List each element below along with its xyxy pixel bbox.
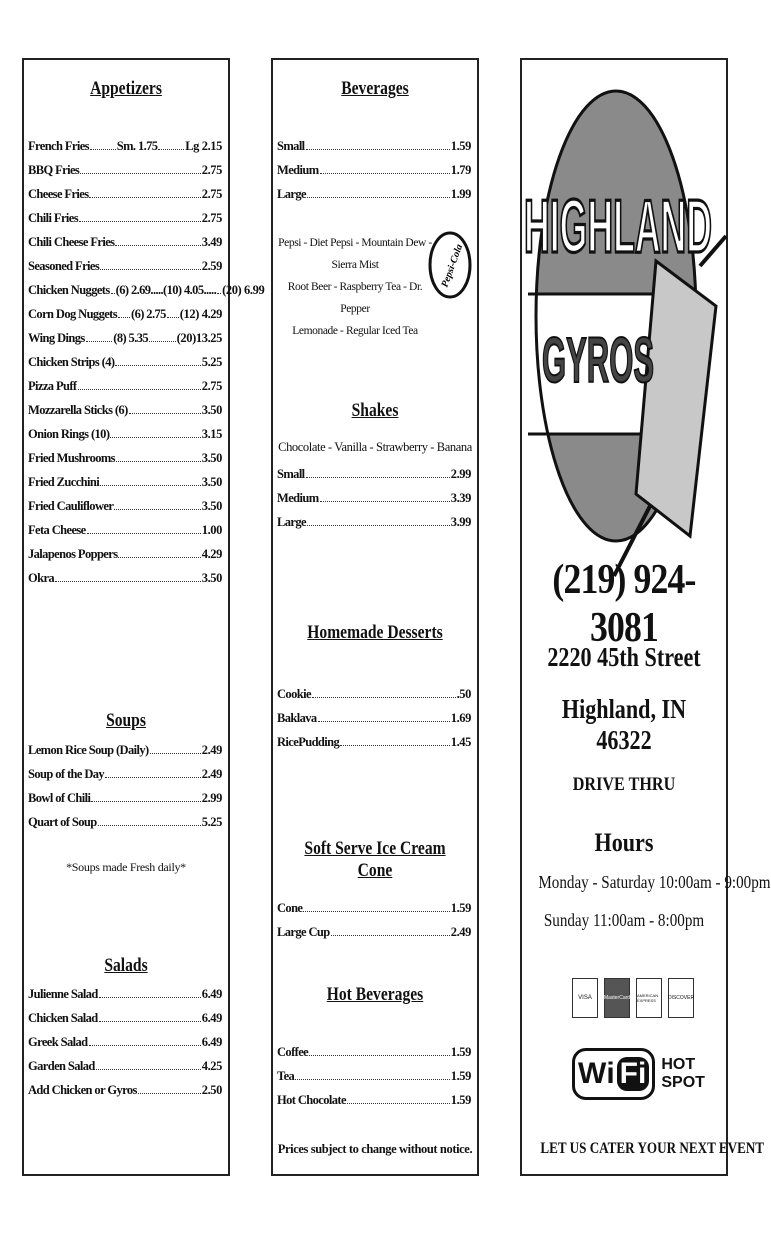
menu-item-price: 3.50: [201, 571, 222, 585]
menu-item-price: 2.99: [201, 791, 222, 805]
menu-item-price: 1.59: [450, 1045, 471, 1059]
dot-leader: [116, 461, 201, 462]
menu-item-price: 4.29: [201, 547, 222, 561]
menu-item-price: 2.99: [450, 467, 471, 481]
menu-item-price: 2.75: [201, 187, 222, 201]
menu-item: [277, 486, 471, 510]
menu-item: [28, 422, 222, 446]
hours-title: Hours: [594, 828, 654, 857]
menu-item: [277, 1088, 471, 1112]
appetizers-list: [28, 134, 265, 590]
menu-item: [277, 462, 471, 486]
menu-item-name: Cheese Fries: [28, 187, 89, 201]
dot-leader: [89, 197, 200, 198]
dot-leader: [78, 389, 201, 390]
beverage-flavors-line: Root Beer - Raspberry Tea - Dr. Pepper: [287, 281, 423, 315]
soups-title: Soups: [106, 710, 146, 731]
dot-leader: [91, 801, 200, 802]
dot-leader: [98, 825, 201, 826]
desserts-list: [277, 682, 471, 754]
dot-leader: [320, 173, 450, 174]
menu-item: [28, 326, 222, 350]
menu-item-name: Wing Dings: [28, 331, 85, 345]
menu-item: [277, 682, 471, 706]
dot-leader: [118, 317, 130, 318]
menu-item-name: Quart of Soup: [28, 815, 97, 829]
menu-item-price: Lg 2.15: [185, 139, 223, 153]
wifi-hotspot: [572, 1048, 726, 1100]
menu-item-size-price: (6) 2.69.....(10) 4.05.....: [115, 283, 217, 297]
dot-leader: [167, 317, 179, 318]
desserts-title: Homemade Desserts: [307, 622, 443, 643]
discover-card-label: DISCOVER: [667, 995, 695, 1001]
menu-item-name: Jalapenos Poppers: [28, 547, 118, 561]
salads-list: [28, 982, 222, 1102]
menu-item-price: 3.15: [201, 427, 222, 441]
menu-item-price: 5.25: [201, 355, 222, 369]
menu-item: [277, 510, 471, 534]
menu-item-name: Fried Mushrooms: [28, 451, 115, 465]
menu-item-price: 3.39: [450, 491, 471, 505]
menu-item-size-price: (6) 2.75: [131, 307, 166, 321]
menu-item: [28, 350, 222, 374]
dot-leader: [115, 245, 200, 246]
menu-item-price: 1.59: [450, 1069, 471, 1083]
soft-serve-list: [277, 896, 471, 944]
menu-item-name: Cookie: [277, 687, 311, 701]
dot-leader: [306, 149, 450, 150]
dot-leader: [89, 1045, 201, 1046]
menu-item-name: Tea: [277, 1069, 295, 1083]
menu-item-price: 1.00: [201, 523, 222, 537]
menu-panel-left: [22, 58, 265, 1176]
menu-item-name: Onion Rings (10): [28, 427, 110, 441]
dot-leader: [80, 173, 201, 174]
menu-item: [277, 730, 471, 754]
menu-item-name: Fried Cauliflower: [28, 499, 114, 513]
hours-sunday: Sunday 11:00am - 8:00pm: [543, 910, 705, 930]
dot-leader: [99, 1021, 201, 1022]
menu-item: [28, 278, 265, 302]
menu-item-name: BBQ Fries: [28, 163, 80, 177]
menu-item-price: 3.50: [201, 475, 222, 489]
menu-item-price: 1.99: [450, 187, 471, 201]
menu-item: [28, 446, 222, 470]
menu-item-price: 3.50: [201, 499, 222, 513]
menu-item-name: Chili Fries: [28, 211, 78, 225]
menu-item-price: 2.75: [201, 379, 222, 393]
soups-note: *Soups made Fresh daily*: [66, 860, 186, 874]
wifi-hotspot-label: HOT SPOT: [661, 1056, 705, 1091]
menu-item-price: 4.25: [201, 1059, 222, 1073]
street-address: 2220 45th Street: [547, 642, 701, 672]
menu-item: [28, 542, 222, 566]
menu-item: [28, 230, 222, 254]
menu-item-price: (12) 4.29: [179, 307, 222, 321]
wifi-w: W: [578, 1057, 607, 1090]
soft-serve-title: Soft Serve Ice Cream Cone: [304, 838, 446, 881]
info-panel: [520, 58, 771, 1176]
menu-item-name: Julienne Salad: [28, 987, 98, 1001]
menu-item-price: 1.45: [450, 735, 471, 749]
amex-card-icon: [636, 978, 662, 1018]
wifi-icon: [572, 1048, 655, 1100]
dot-leader: [138, 1093, 201, 1094]
dot-leader: [105, 777, 201, 778]
dot-leader: [306, 477, 450, 478]
salads-title: Salads: [104, 955, 148, 976]
soups-list: [28, 738, 222, 834]
beverages-title: Beverages: [341, 78, 409, 99]
dot-leader: [99, 997, 201, 998]
menu-item: [277, 920, 471, 944]
menu-item-price: 2.50: [201, 1083, 222, 1097]
menu-item-name: Feta Cheese: [28, 523, 86, 537]
menu-item-price: 6.49: [201, 1035, 222, 1049]
menu-item-price: 1.59: [450, 901, 471, 915]
payment-cards: [572, 978, 694, 1018]
menu-item-name: Garden Salad: [28, 1059, 95, 1073]
menu-item-price: 1.59: [450, 1093, 471, 1107]
menu-item: [28, 494, 222, 518]
menu-item-price: 3.99: [450, 515, 471, 529]
dot-leader: [347, 1103, 450, 1104]
visa-card-label: VISA: [578, 995, 592, 1001]
menu-item-name: Chicken Strips (4): [28, 355, 115, 369]
menu-item: [277, 706, 471, 730]
appetizers-title: Appetizers: [90, 78, 162, 99]
menu-item-price: 6.49: [201, 1011, 222, 1025]
menu-item-name: Corn Dog Nuggets: [28, 307, 118, 321]
menu-item-price: 1.79: [450, 163, 471, 177]
menu-item: [28, 982, 222, 1006]
dot-leader: [318, 721, 450, 722]
menu-item-price: 5.25: [201, 815, 222, 829]
dot-leader: [96, 1069, 201, 1070]
menu-item-price: 2.49: [201, 743, 222, 757]
menu-item: [28, 566, 222, 590]
beverage-flavors: [275, 232, 435, 342]
menu-item-name: Chili Cheese Fries: [28, 235, 115, 249]
menu-item-price: .50: [456, 687, 471, 701]
menu-item-name: Seasoned Fries: [28, 259, 100, 273]
menu-item: [28, 1006, 222, 1030]
dot-leader: [87, 533, 201, 534]
dot-leader: [100, 269, 201, 270]
menu-item-name: Coffee: [277, 1045, 309, 1059]
menu-item: [28, 206, 222, 230]
menu-item: [277, 182, 471, 206]
dot-leader: [79, 221, 201, 222]
visa-card-icon: [572, 978, 598, 1018]
hot-beverages-list: [277, 1040, 471, 1112]
menu-item-price: 3.50: [201, 403, 222, 417]
dot-leader: [303, 911, 449, 912]
menu-item-price: 1.59: [450, 139, 471, 153]
menu-item-name: Small: [277, 467, 305, 481]
beverage-flavors-line: Lemonade - Regular Iced Tea: [292, 325, 418, 337]
menu-item: [28, 398, 222, 422]
dot-leader: [111, 293, 115, 294]
hot-beverages-title: Hot Beverages: [326, 984, 424, 1005]
menu-item-name: Pizza Puff: [28, 379, 77, 393]
menu-item: [28, 762, 222, 786]
dot-leader: [86, 341, 113, 342]
shakes-flavors: Chocolate - Vanilla - Strawberry - Banana: [278, 440, 472, 454]
amex-card-label: AMERICAN EXPRESS: [637, 993, 659, 1003]
menu-item-name: Medium: [277, 491, 319, 505]
price-notice: Prices subject to change without notice.: [277, 1142, 473, 1156]
dot-leader: [307, 197, 450, 198]
dot-leader: [115, 365, 200, 366]
menu-item-name: Cone: [277, 901, 303, 915]
menu-item: [28, 738, 222, 762]
menu-item: [28, 182, 222, 206]
menu-item: [28, 518, 222, 542]
dot-leader: [100, 485, 201, 486]
menu-item-name: RicePudding: [277, 735, 340, 749]
menu-item-size-price: (8) 5.35: [113, 331, 149, 345]
dot-leader: [309, 1055, 450, 1056]
menu-item: [28, 786, 222, 810]
menu-item: [28, 134, 222, 158]
menu-item-name: Greek Salad: [28, 1035, 88, 1049]
menu-item: [277, 158, 471, 182]
dot-leader: [150, 753, 201, 754]
beverages-list: [277, 134, 471, 206]
dot-leader: [55, 581, 201, 582]
menu-item: [28, 254, 222, 278]
menu-item-price: 2.49: [450, 925, 471, 939]
menu-item-name: Mozzarella Sticks (6): [28, 403, 128, 417]
menu-item-price: (20)13.25: [176, 331, 222, 345]
dot-leader: [149, 341, 176, 342]
menu-item: [28, 1078, 222, 1102]
dot-leader: [90, 149, 116, 150]
dot-leader: [331, 935, 450, 936]
menu-item: [277, 1064, 471, 1088]
beverage-flavors-line: Pepsi - Diet Pepsi - Mountain Dew - Sierra Mist: [278, 237, 432, 271]
shakes-title: Shakes: [351, 400, 399, 421]
hours-weekday: Monday - Saturday 10:00am - 9:00pm: [538, 872, 771, 892]
logo-gyros-text: GYROS: [542, 323, 654, 396]
menu-panel-middle: [271, 58, 479, 1176]
menu-item-name: French Fries: [28, 139, 89, 153]
menu-item: [28, 1054, 222, 1078]
mastercard-icon: [604, 978, 630, 1018]
menu-item-price: 3.49: [201, 235, 222, 249]
menu-item-price: 3.50: [201, 451, 222, 465]
logo-highland-text: HIGHLAND: [524, 184, 712, 269]
dot-leader: [307, 525, 450, 526]
menu-item-name: Baklava: [277, 711, 317, 725]
menu-item-name: Large Cup: [277, 925, 330, 939]
menu-item-name: Lemon Rice Soup (Daily): [28, 743, 149, 757]
menu-item-name: Small: [277, 139, 305, 153]
highland-gyros-logo: [524, 76, 724, 556]
city-address: Highland, IN 46322: [561, 694, 687, 755]
menu-item-price: 6.49: [201, 987, 222, 1001]
menu-item: [277, 134, 471, 158]
menu-item-price: 2.75: [201, 211, 222, 225]
menu-item-name: Soup of the Day: [28, 767, 105, 781]
pepsi-logo-text: Pepsi-Cola: [439, 242, 466, 289]
phone-number: (219) 924-3081: [552, 557, 696, 651]
menu-item-price: 2.59: [201, 259, 222, 273]
dot-leader: [118, 557, 200, 558]
wifi-fi: Fi: [617, 1057, 650, 1091]
menu-item-name: Chicken Nuggets: [28, 283, 110, 297]
dot-leader: [312, 697, 456, 698]
menu-item-name: Chicken Salad: [28, 1011, 98, 1025]
menu-item-name: Add Chicken or Gyros: [28, 1083, 137, 1097]
menu-item: [28, 1030, 222, 1054]
menu-item-name: Medium: [277, 163, 319, 177]
menu-item-name: Large: [277, 515, 306, 529]
menu-item-name: Hot Chocolate: [277, 1093, 346, 1107]
discover-card-icon: [668, 978, 694, 1018]
menu-item-price: 2.49: [201, 767, 222, 781]
menu-item: [28, 158, 222, 182]
menu-item-name: Fried Zucchini: [28, 475, 100, 489]
shakes-list: [277, 462, 471, 534]
menu-item-price: 1.69: [450, 711, 471, 725]
cater-banner: LET US CATER YOUR NEXT EVENT: [540, 1140, 765, 1157]
dot-leader: [114, 509, 200, 510]
mastercard-label: MasterCard: [603, 995, 631, 1001]
menu-item: [28, 302, 222, 326]
dot-leader: [129, 413, 201, 414]
pepsi-logo: [428, 230, 472, 300]
menu-item: [277, 896, 471, 920]
menu-item-price: 2.75: [201, 163, 222, 177]
wifi-i: i: [606, 1057, 615, 1090]
menu-item: [28, 374, 222, 398]
dot-leader: [340, 745, 450, 746]
dot-leader: [158, 149, 184, 150]
menu-item-price: (20) 6.99: [222, 283, 265, 297]
drive-thru: DRIVE THRU: [572, 774, 676, 795]
dot-leader: [110, 437, 200, 438]
menu-item-name: Okra: [28, 571, 55, 585]
dot-leader: [295, 1079, 450, 1080]
menu-item: [28, 810, 222, 834]
menu-item-name: Bowl of Chili: [28, 791, 91, 805]
menu-item-name: Large: [277, 187, 306, 201]
dot-leader: [217, 293, 221, 294]
menu-item: [28, 470, 222, 494]
menu-item-size-price: Sm. 1.75: [116, 139, 158, 153]
dot-leader: [320, 501, 450, 502]
menu-item: [277, 1040, 471, 1064]
